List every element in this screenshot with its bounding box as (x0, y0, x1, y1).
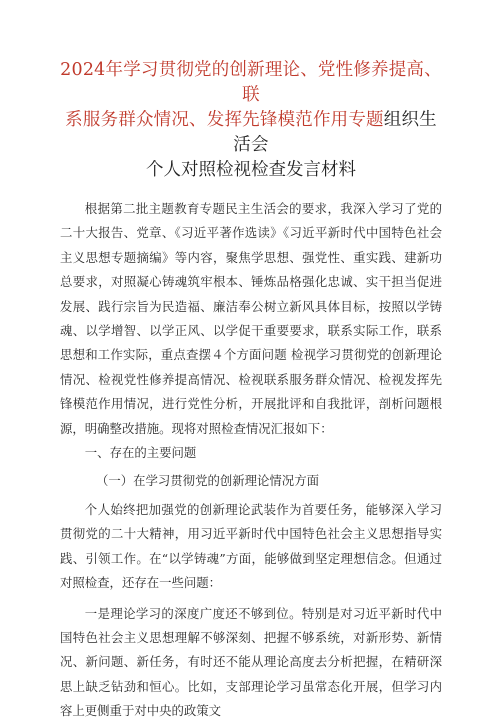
document-subtitle: 个人对照检视检查发言材料 (146, 160, 356, 180)
title-year: 2024 (60, 60, 106, 80)
paragraph-3: 一是理论学习的深度广度还不够到位。特别是对习近平新时代中国特色社会主义思想理解不够深刻、把握不够系统，对新形势、新情况、新问题、新任务，有时还不能从理论高度去分析把握，在精研深思上缺乏钻劲和恒心。比如，支部理论学习虽常态化开展，但学习内容上更侧重于对中央的政策文 (60, 605, 442, 719)
paragraph-2: 个人始终把加强党的创新理论武装作为首要任务，能够深入学习贯彻党的二十大精神，用习近平新时代中国特色社会主义思想指导实践、引领工作。在“以学铸魂”方面，能够做到坚定理想信念。但通过对照检查，还存在一些问题： (60, 501, 442, 591)
intro-paragraph: 根据第二批主题教育专题民主生活会的要求，我深入学习了党的二十大报告、党章、《习近平著作选读》《习近平新时代中国特色社会主义思想专题摘编》等内容，聚焦学思想、强党性、重实践、建新功总要求，对照凝心铸魂筑牢根本、锤炼品格强化忠诚、实干担当促进发展、践行宗旨为民造福、廉洁奉公树立新风具体目标，按照以学铸魂、以学增智、以学正风、以学促干重要要求，联系实际工作，联系思想和工作实际，重点查摆４个方面问题 检视学习贯彻党的创新理论情况、检视党性修养提高情况、检视联系服务群众情况、检视发挥先锋模范作用情况，进行党性分析，开展批评和自我批评，剖析问题根源，明确整改措施。现将对照检查情况汇报如下： (60, 201, 442, 436)
section1-subheading: （一）在学习贯彻党的创新理论情况方面 (95, 473, 319, 489)
title-line2-red-text: 系服务群众情况、发挥先锋模范作用专题 (65, 110, 384, 130)
title-line1-text: 年学习贯彻党的创新理论、党性修养提高、联 (105, 60, 442, 105)
document-title (60, 58, 442, 158)
section1-heading: 一、存在的主要问题 (84, 445, 197, 461)
title-line2-dark-text: 组织生活会 (233, 110, 437, 155)
